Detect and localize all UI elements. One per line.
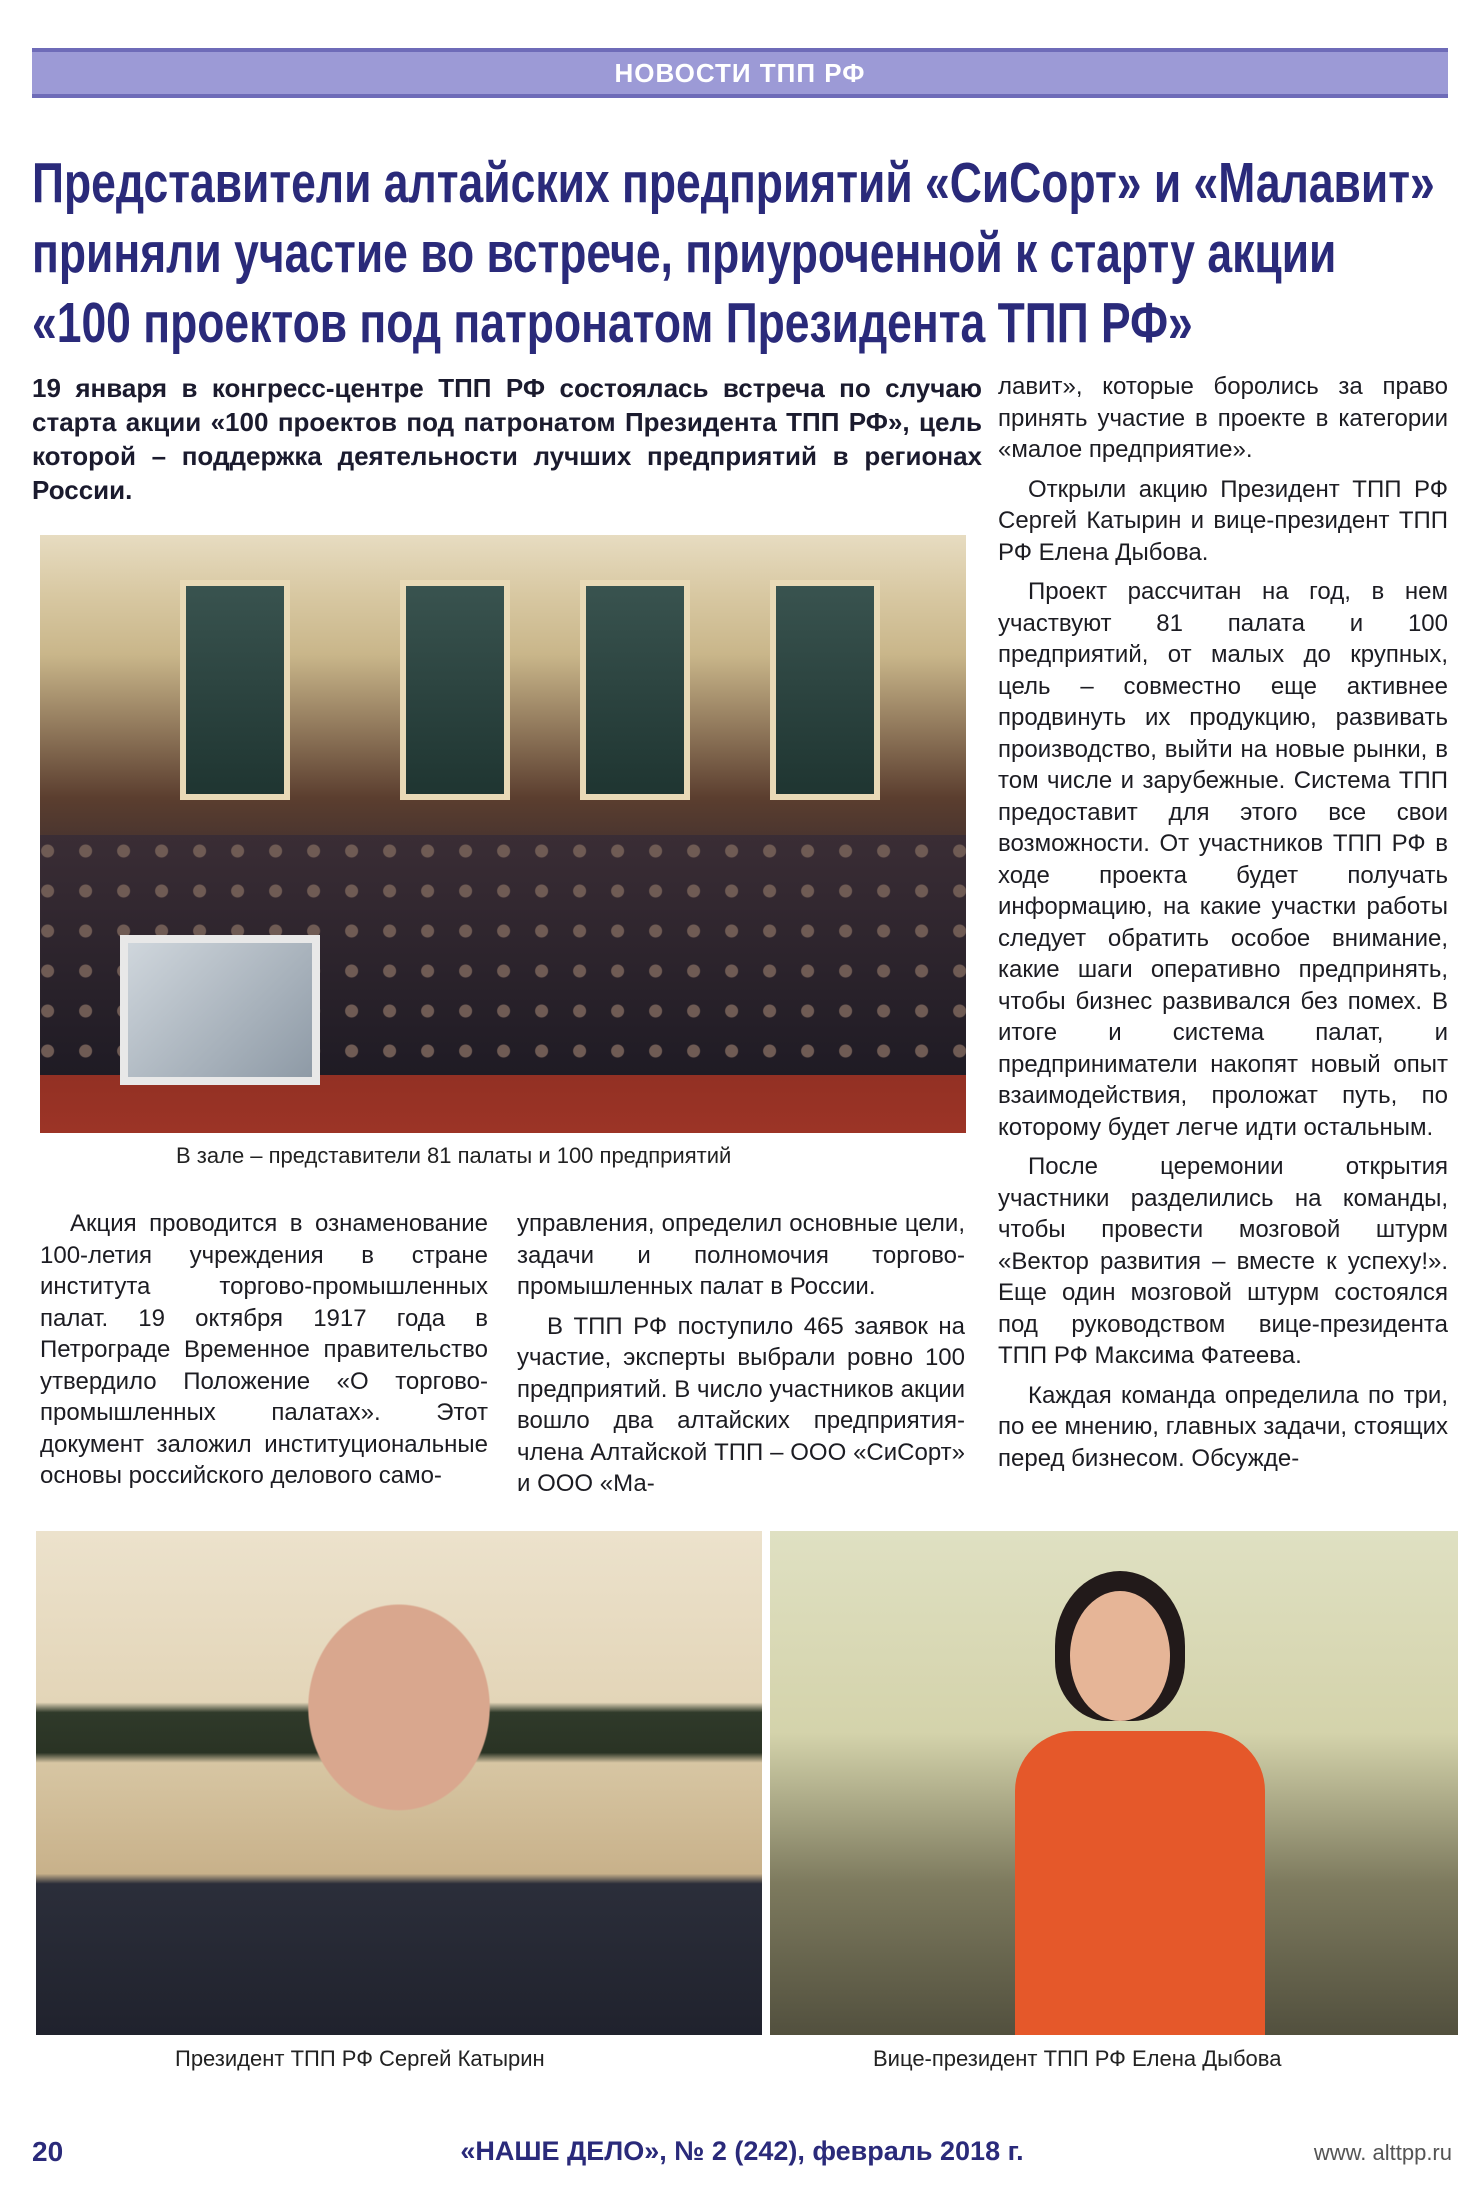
hall-window: [770, 580, 880, 800]
dybova-photo: [770, 1531, 1458, 2035]
left-column: [40, 1208, 488, 1492]
hall-window: [580, 580, 690, 800]
dybova-jacket: [1015, 1731, 1265, 2035]
katyrin-photo-caption: Президент ТПП РФ Сергей Катырин: [175, 2046, 545, 2071]
headline-line-3: «100 проектов под патронатом Президента ТПП РФ»: [32, 291, 1193, 355]
right-col-paragraph-2: Открыли акцию Президент ТПП РФ Сергей Катырин и вице-президент ТПП РФ Елена Дыбова.: [998, 475, 1448, 566]
hall-photo-caption: В зале – представители 81 палаты и 100 предприятий: [176, 1143, 732, 1168]
left-col-paragraph-1: Акция проводится в ознаменование 100-летия учреждения в стране института торгово-промышленных палат. 19 октября 1917 года в Петрограде Временное правительство утвердило Положение «О торгово-промышленных палатах». Этот документ заложил институциональные основы российского делового само-: [40, 1210, 488, 1489]
middle-col-paragraph-2: В ТПП РФ поступило 465 заявок на участие, эксперты выбрали ровно 100 предприятий. В число участников акции вошло два алтайских предприятия-члена Алтайской ТПП – ООО «СиСорт» и ООО «Ма-: [517, 1312, 965, 1497]
page-footer: [32, 2136, 1452, 2170]
right-col-paragraph-5: Каждая команда определила по три, по ее мнению, главных задачи, стоящих перед бизнесом. Обсужде-: [998, 1381, 1448, 1472]
hall-window: [180, 580, 290, 800]
right-column: [998, 371, 1448, 1474]
dybova-face: [1070, 1591, 1170, 1721]
article-headline: [32, 148, 1435, 358]
page-number: 20: [32, 2136, 64, 2167]
issue-info: «НАШЕ ДЕЛО», № 2 (242), февраль 2018 г.: [460, 2136, 1024, 2166]
section-title: НОВОСТИ ТПП РФ: [614, 57, 866, 88]
article-lead: 19 января в конгресс-центре ТПП РФ состоялась встреча по случаю старта акции «100 проектов под патронатом Президента ТПП РФ», цель которой – поддержка деятельности лучших предприятий в регионах России.: [32, 373, 982, 505]
right-col-paragraph-3: Проект рассчитан на год, в нем участвуют 81 палата и 100 предприятий, от малых до крупных, цель – совместно еще активнее продвинуть их продукцию, развивать производство, выйти на новые рынки, в том числе и зарубежные. Система ТПП предоставит для этого все свои возможности. От участников ТПП РФ в ходе проекта будет получать информацию, на какие участки работы следует обратить особое внимание, какие шаги оперативно предпринять, чтобы бизнес развивался без помех. В итоге и система палат, и предприниматели накопят новый опыт взаимодействия, проложат путь, по которому будет легче идти остальным.: [998, 578, 1448, 1141]
katyrin-photo: [36, 1531, 762, 2035]
right-col-paragraph-1: лавит», которые боролись за право принять участие в проекте в категории «малое предприятие».: [998, 373, 1448, 463]
hall-monitor: [120, 935, 320, 1085]
headline-line-2: приняли участие во встрече, приуроченной к старту акции: [32, 221, 1337, 285]
hall-window: [400, 580, 510, 800]
right-col-paragraph-4: После церемонии открытия участники разделились на команды, чтобы провести мозговой штурм «Вектор развития – вместе к успеху!». Еще один мозговой штурм состоялся под руководством вице-президента ТПП РФ Максима Фатеева.: [998, 1153, 1448, 1369]
website-link[interactable]: www. alttpp.ru: [1313, 2140, 1452, 2165]
middle-col-paragraph-1: управления, определил основные цели, задачи и полномочия торгово-промышленных палат в России.: [517, 1210, 965, 1300]
headline-line-1: Представители алтайских предприятий «СиСорт» и «Малавит»: [32, 151, 1435, 215]
dybova-photo-caption: Вице-президент ТПП РФ Елена Дыбова: [873, 2046, 1282, 2071]
hall-photo: [40, 535, 966, 1133]
section-header-bar: [32, 48, 1448, 98]
middle-column: [517, 1208, 965, 1500]
